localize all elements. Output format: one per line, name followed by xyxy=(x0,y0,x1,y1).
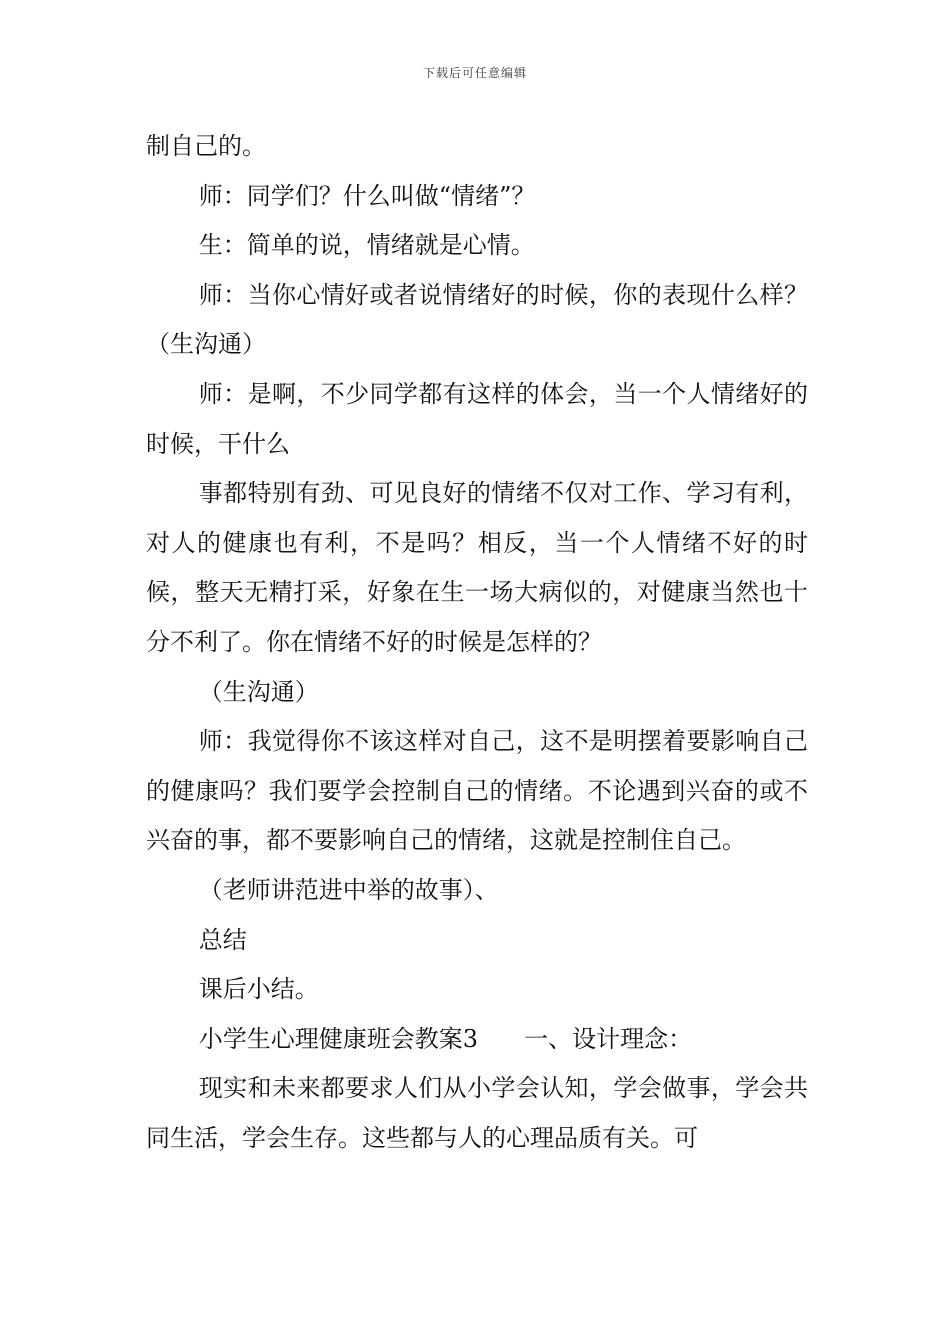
paragraph: 事都特别有劲、可见良好的情绪不仅对工作、学习有利，对人的健康也有利，不是吗？相反，当一个人情绪不好的时候，整天无精打采，好象在生一场大病似的，对健康当然也十分不利了。你在情绪不好的时候是怎样的？ xyxy=(146,479,808,656)
paragraph: 生：简单的说，情绪就是心情。 xyxy=(198,231,535,260)
section-heading: 一、设计理念： xyxy=(524,1024,693,1053)
paragraph: 总结 xyxy=(198,925,247,954)
paragraph: （生沟通） xyxy=(198,677,319,706)
paragraph: 师：同学们？什么叫做“情绪”？ xyxy=(198,181,536,210)
document-body xyxy=(146,122,808,1163)
paragraph: 制自己的。 xyxy=(146,132,266,160)
paragraph: 师：是啊，不少同学都有这样的体会，当一个人情绪好的时候，干什么 xyxy=(146,379,808,458)
section-heading-line xyxy=(146,1015,808,1065)
paragraph: 师：当你心情好或者说情绪好的时候，你的表现什么样？（生沟通） xyxy=(146,280,808,359)
page-header: 下载后可任意编辑 xyxy=(422,66,527,80)
paragraph: 课后小结。 xyxy=(198,975,319,1004)
paragraph: 师：我觉得你不该这样对自己，这不是明摆着要影响自己的健康吗？我们要学会控制自己的情绪。不论遇到兴奋的或不兴奋的事，都不要影响自己的情绪，这就是控制住自己。 xyxy=(146,727,808,855)
lesson-plan-title: 小学生心理健康班会教案3 xyxy=(198,1024,479,1053)
paragraph: （老师讲范进中举的故事）、 xyxy=(198,875,499,904)
paragraph: 现实和未来都要求人们从小学会认知，学会做事，学会共同生活，学会生存。这些都与人的心理品质有关。可 xyxy=(146,1074,808,1152)
